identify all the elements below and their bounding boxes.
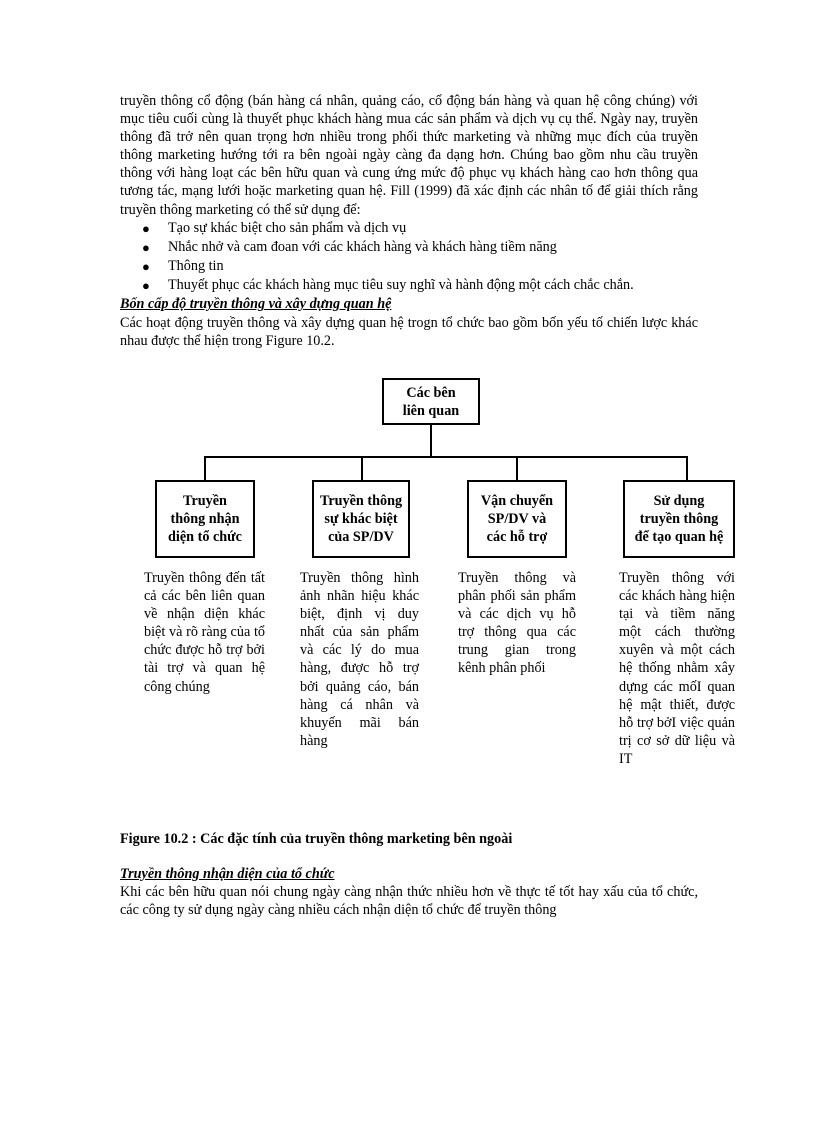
connector-line bbox=[430, 425, 432, 457]
diagram-box: Truyền thông nhận diện tổ chức bbox=[155, 480, 255, 558]
diagram-description: Truyền thông hình ảnh nhãn hiệu khác biệt, định vị duy nhất của sản phẩm và các lý do mua hàng, được hỗ trợ bởi quảng cáo, bán hàng cá nhân và khuyến mãi bán hàng bbox=[300, 570, 419, 749]
diagram-box: Vận chuyển SP/DV và các hỗ trợ bbox=[467, 480, 567, 558]
list-item: ● Thông tin bbox=[120, 257, 698, 276]
connector-line bbox=[516, 456, 518, 481]
figure-caption: Figure 10.2 : Các đặc tính của truyền thông marketing bên ngoài bbox=[120, 831, 513, 847]
section-heading: Bốn cấp độ truyền thông và xây dựng quan hệ bbox=[120, 296, 392, 313]
connector-line bbox=[361, 456, 363, 481]
diagram-description: Truyền thông và phân phối sản phẩm và các dịch vụ hỗ trợ thông qua các trung gian trong kênh phân phối bbox=[458, 570, 576, 677]
section-paragraph: Khi các bên hữu quan nói chung ngày càng nhận thức nhiều hơn về thực tế tốt hay xấu của tổ chức, các công ty sử dụng ngày càng nhiều cách nhận diện tổ chức để truyền thông bbox=[120, 884, 698, 919]
connector-line bbox=[204, 456, 206, 481]
bullet-icon: ● bbox=[142, 220, 150, 236]
section-2 bbox=[120, 865, 698, 919]
list-item: ● Tạo sự khác biệt cho sản phẩm và dịch vụ bbox=[120, 219, 698, 238]
bullet-list bbox=[120, 219, 698, 296]
bullet-icon: ● bbox=[142, 259, 150, 275]
section-paragraph: Các hoạt động truyền thông và xây dựng quan hệ trogn tổ chức bao gồm bốn yếu tố chiến lược khác nhau được thể hiện trong Figure 10.2. bbox=[120, 314, 698, 349]
bullet-icon: ● bbox=[142, 278, 150, 294]
connector-line bbox=[686, 456, 688, 481]
intro-paragraph: truyền thông cổ động (bán hàng cá nhân, quảng cáo, cổ động bán hàng và quan hệ công chúng) với mục tiêu cuối cùng là thuyết phục khách hàng mua các sản phẩm và dịch vụ cụ thể. Ngày nay, truyền thông đã trở nên quan trọng hơn nhiều trong phối thức marketing và những mục đích của truyền thông marketing hướng tới ra bên ngoài ngày càng đa dạng hơn. Chúng bao gồm nhu cầu truyền thông với hàng loạt các bên hữu quan và cung ứng mức độ phục vụ khách hàng cao hơn thông qua tương tác, mạng lưới hoặc marketing quan hệ. Fill (1999) đã xác định các nhân tố để giải thích rằng truyền thông marketing có thể sử dụng để: bbox=[120, 93, 698, 218]
section-heading: Truyền thông nhận diện của tổ chức bbox=[120, 866, 335, 882]
list-item: ● Thuyết phục các khách hàng mục tiêu suy nghĩ và hành động một cách chắc chắn. bbox=[120, 276, 698, 295]
document-body bbox=[120, 92, 698, 350]
root-box: Các bên liên quan bbox=[382, 378, 480, 425]
list-item: ● Nhắc nhở và cam đoan với các khách hàng và khách hàng tiềm năng bbox=[120, 238, 698, 257]
connector-line bbox=[204, 456, 688, 458]
bullet-icon: ● bbox=[142, 239, 150, 255]
diagram-box: Truyền thông sự khác biệt của SP/DV bbox=[312, 480, 410, 558]
diagram-description: Truyền thông với các khách hàng hiện tại và tiềm năng một cách thường xuyên và một cách hệ thống nhằm xây dựng các mốI quan hệ mật thiết, được hỗ trợ bởI việc quản trị cơ sở dữ liệu và IT bbox=[619, 570, 735, 767]
diagram-box: Sử dụng truyền thông để tạo quan hệ bbox=[623, 480, 735, 558]
diagram-description: Truyền thông đến tất cả các bên liên quan về nhận diện khác biệt và rõ ràng của tổ chức được hỗ trợ bởi tài trợ và quan hệ công chúng bbox=[144, 570, 265, 695]
